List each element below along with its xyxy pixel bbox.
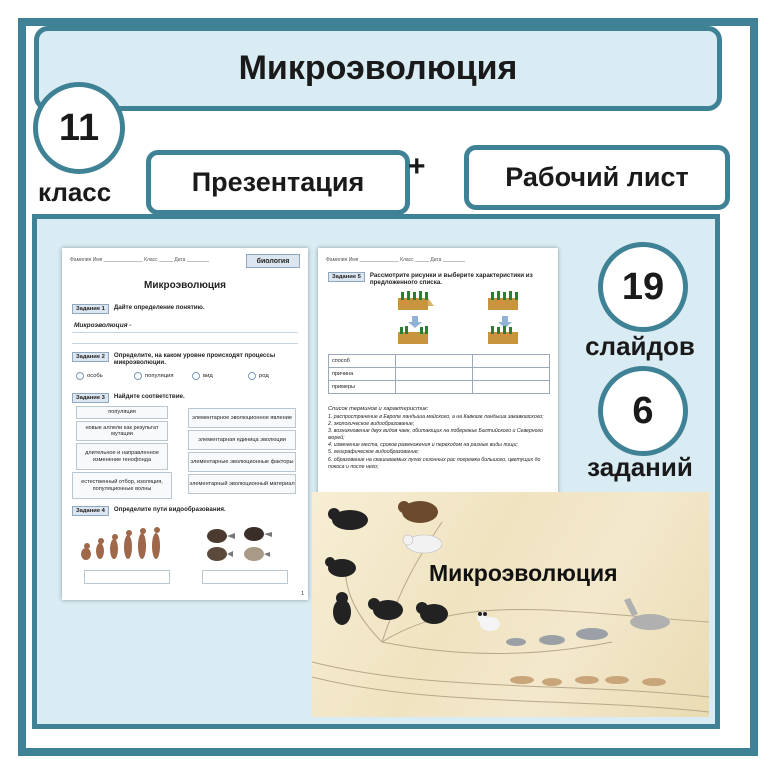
slides-count-badge: 19	[598, 242, 688, 332]
list-item: 6. образование на скашиваемых лугах сезонных рас погремка большого, цветущих до покоса и после него;	[328, 456, 541, 470]
match-right-3: элементарные эволюционные факторы	[188, 452, 296, 472]
characteristics-table	[328, 354, 550, 394]
list-item: 4. изменение места, сроков размножения и переходом на разные виды пищи;	[328, 442, 518, 449]
terms-list	[328, 414, 548, 471]
terms-list-title: Список терминов и характеристик:	[328, 406, 429, 412]
answer-line	[72, 343, 298, 344]
task-1	[72, 304, 205, 314]
task-4	[72, 506, 226, 516]
option-3	[192, 372, 213, 380]
task-2-text: Определите, на каком уровне происходят процессы микроэволюции.	[113, 352, 276, 366]
match-left-4: естественный отбор, изоляция, популяционные волны	[72, 472, 172, 499]
option-label: род	[259, 373, 269, 379]
match-right-2: элементарная единица эволюции	[188, 430, 296, 450]
worksheet-page-1	[62, 248, 308, 600]
list-item: 1. распространение в Европе ландыша майского, а на Кавказе ландыша закавказского;	[328, 414, 544, 420]
radio-icon	[76, 372, 84, 380]
option-label: особь	[87, 373, 103, 379]
task-4-text: Определите пути видообразования.	[113, 506, 226, 513]
list-item: 3. возникновение двух видов чаек, обитающих на побережье Балтийского и Северного морей;	[328, 428, 543, 442]
presentation-slide-preview	[312, 492, 709, 717]
task-3	[72, 393, 185, 403]
table-cell	[396, 381, 473, 394]
match-left-3: длительное и направленное изменение генофонда	[76, 443, 168, 470]
option-label: популяция	[145, 373, 174, 379]
worksheet-header: Фамилия Имя ______________ Класс _____ Дата ________	[326, 257, 466, 263]
task-2	[72, 352, 294, 366]
presentation-label: Презентация	[146, 150, 410, 215]
radio-icon	[248, 372, 256, 380]
task-5-text: Рассмотрите рисунки и выберите характеристики из предложенного списка.	[369, 272, 533, 286]
match-left-2: новые аллели как результат мутации	[76, 421, 168, 441]
list-item: 5. географическое видообразование;	[328, 449, 419, 456]
table-cell: способ	[329, 355, 396, 368]
option-4	[248, 372, 269, 380]
option-2	[134, 372, 174, 380]
evolution-animals-illustration	[312, 492, 709, 717]
task-1-term: Микроэволюция -	[74, 322, 132, 329]
match-right-4: элементарный эволюционный материал	[188, 474, 296, 494]
table-cell: примеры	[329, 381, 396, 394]
tasks-count-badge: 6	[598, 366, 688, 456]
table-cell	[473, 381, 550, 394]
table-cell	[473, 355, 550, 368]
grade-badge: 11	[33, 82, 125, 174]
radio-icon	[134, 372, 142, 380]
table-cell	[396, 355, 473, 368]
task-5-tag: Задание 5	[328, 272, 365, 282]
answer-box	[202, 570, 288, 584]
task-1-tag: Задание 1	[72, 304, 109, 314]
list-item: 2. экологическое видообразование;	[328, 421, 415, 428]
task-3-tag: Задание 3	[72, 393, 109, 403]
human-evolution-illustration	[78, 524, 168, 564]
slide-title: Микроэволюция	[429, 560, 618, 586]
match-left-1: популяция	[76, 406, 168, 419]
match-right-1: элементарное эволюционное явление	[188, 408, 296, 428]
page-title: Микроэволюция	[238, 49, 518, 87]
plus-sign: +	[408, 150, 426, 183]
option-1	[76, 372, 103, 380]
grade-label: класс	[38, 177, 112, 207]
table-row	[329, 355, 550, 368]
tasks-count-label: заданий	[587, 452, 693, 482]
task-1-text: Дайте определение понятию.	[113, 304, 205, 311]
finch-heads-illustration	[202, 524, 282, 564]
subject-tag: биология	[246, 254, 300, 268]
table-row	[329, 381, 550, 394]
worksheet-label: Рабочий лист	[464, 145, 730, 210]
table-cell	[396, 368, 473, 381]
task-3-text: Найдите соответствие.	[113, 393, 185, 400]
speciation-diagram	[388, 290, 538, 352]
task-4-tag: Задание 4	[72, 506, 109, 516]
worksheet-title: Микроэволюция	[144, 280, 226, 291]
option-label: вид	[203, 373, 213, 379]
table-cell	[473, 368, 550, 381]
page-number: 1	[301, 591, 304, 597]
radio-icon	[192, 372, 200, 380]
worksheet-page-2	[318, 248, 558, 504]
title-banner	[34, 26, 722, 111]
answer-line	[72, 332, 298, 333]
worksheet-header: Фамилия Имя ______________ Класс _____ Дата ________	[70, 257, 210, 263]
answer-box	[84, 570, 170, 584]
task-2-tag: Задание 2	[72, 352, 109, 362]
table-row	[329, 368, 550, 381]
slides-count-label: слайдов	[585, 331, 695, 361]
task-5	[328, 272, 550, 286]
table-cell: причина	[329, 368, 396, 381]
